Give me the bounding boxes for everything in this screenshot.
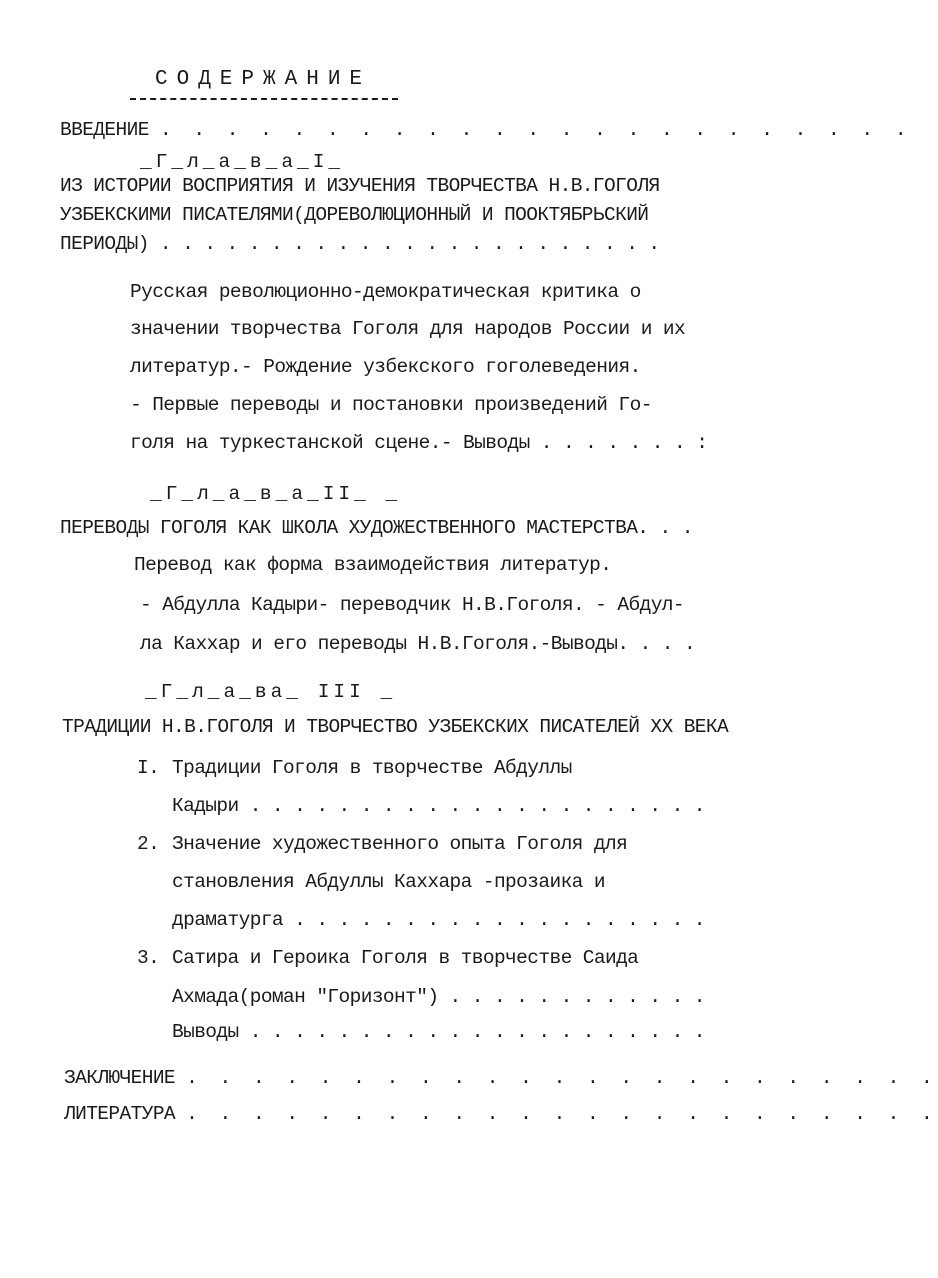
intro-leader-dots: . . . . . . . . . . . . . . . . . . . . . . .: [159, 119, 912, 141]
chapter1-desc-line2: значении творчества Гоголя для народов России и их: [130, 318, 686, 340]
chapter3-title-line1: ТРАДИЦИИ Н.В.ГОГОЛЯ И ТВОРЧЕСТВО УЗБЕКСКИХ ПИСАТЕЛЕЙ XX ВЕКА: [62, 716, 729, 738]
chapter3-item3-line1: Сатира и Героика Гоголя в творчестве Саида: [172, 947, 639, 969]
literature-label: ЛИТЕРАТУРА: [64, 1103, 176, 1125]
literature-leader-dots: . . . . . . . . . . . . . . . . . . . . . . .: [186, 1103, 938, 1125]
chapter3-heading: _Г_л_а_ва_ III _: [145, 681, 397, 703]
chapter1-heading: _Г_л_а_в_а_I_: [140, 151, 345, 173]
chapter3-item2-line2: становления Абдуллы Каххара -прозаика и: [172, 871, 605, 893]
chapter1-title-line3: ПЕРИОДЫ) . . . . . . . . . . . . . . . . . . . . . . .: [60, 233, 660, 255]
chapter2-heading: _Г_л_а_в_а_II_ _: [150, 483, 402, 505]
chapter1-title-line2: УЗБЕКСКИМИ ПИСАТЕЛЯМИ(ДОРЕВОЛЮЦИОННЫЙ И ПООКТЯБРЬСКИЙ: [60, 204, 649, 226]
conclusion-leader-dots: . . . . . . . . . . . . . . . . . . . . . . .: [186, 1067, 938, 1089]
toc-entry-intro: [60, 118, 912, 142]
title-underline: [130, 98, 398, 100]
chapter3-item2-line3: драматурга . . . . . . . . . . . . . . . . . . .: [172, 909, 705, 931]
chapter2-desc-line3: ла Каххар и его переводы Н.В.Гоголя.-Выводы. . . .: [140, 633, 696, 655]
chapter3-item1-number: I.: [137, 757, 160, 779]
chapter3-item2-line1: Значение художественного опыта Гоголя для: [172, 833, 628, 855]
chapter3-item1-line1: Традиции Гоголя в творчестве Абдуллы: [172, 757, 572, 779]
chapter1-desc-line5: голя на туркестанской сцене.- Выводы . . . . . . . :: [130, 432, 708, 454]
chapter3-item3-line3: Выводы . . . . . . . . . . . . . . . . . . . . .: [172, 1021, 705, 1043]
conclusion-label: ЗАКЛЮЧЕНИЕ: [64, 1067, 176, 1089]
chapter1-title-line1: ИЗ ИСТОРИИ ВОСПРИЯТИЯ И ИЗУЧЕНИЯ ТВОРЧЕСТВА Н.В.ГОГОЛЯ: [60, 175, 660, 197]
chapter2-desc-line2: - Абдулла Кадыри- переводчик Н.В.Гоголя. - Абдул-: [140, 594, 684, 616]
chapter3-item1-line2: Кадыри . . . . . . . . . . . . . . . . . . . . .: [172, 795, 705, 817]
chapter1-desc-line4: - Первые переводы и постановки произведений Го-: [130, 394, 652, 416]
toc-entry-literature: [64, 1102, 938, 1126]
chapter2-desc-line1: Перевод как форма взаимодействия литератур.: [134, 554, 612, 576]
intro-label: ВВЕДЕНИЕ: [60, 119, 149, 141]
chapter2-title-line1: ПЕРЕВОДЫ ГОГОЛЯ КАК ШКОЛА ХУДОЖЕСТВЕННОГО МАСТЕРСТВА. . .: [60, 517, 693, 539]
toc-title: СОДЕРЖАНИЕ: [155, 68, 372, 91]
chapter1-desc-line3: литератур.- Рождение узбекского гоголеведения.: [130, 356, 641, 378]
chapter3-item2-number: 2.: [137, 833, 160, 855]
chapter3-item3-line2: Ахмада(роман "Горизонт") . . . . . . . . . . . .: [172, 986, 705, 1008]
toc-entry-conclusion: [64, 1066, 938, 1090]
chapter1-desc-line1: Русская революционно-демократическая критика о: [130, 281, 641, 303]
chapter3-item3-number: 3.: [137, 947, 160, 969]
